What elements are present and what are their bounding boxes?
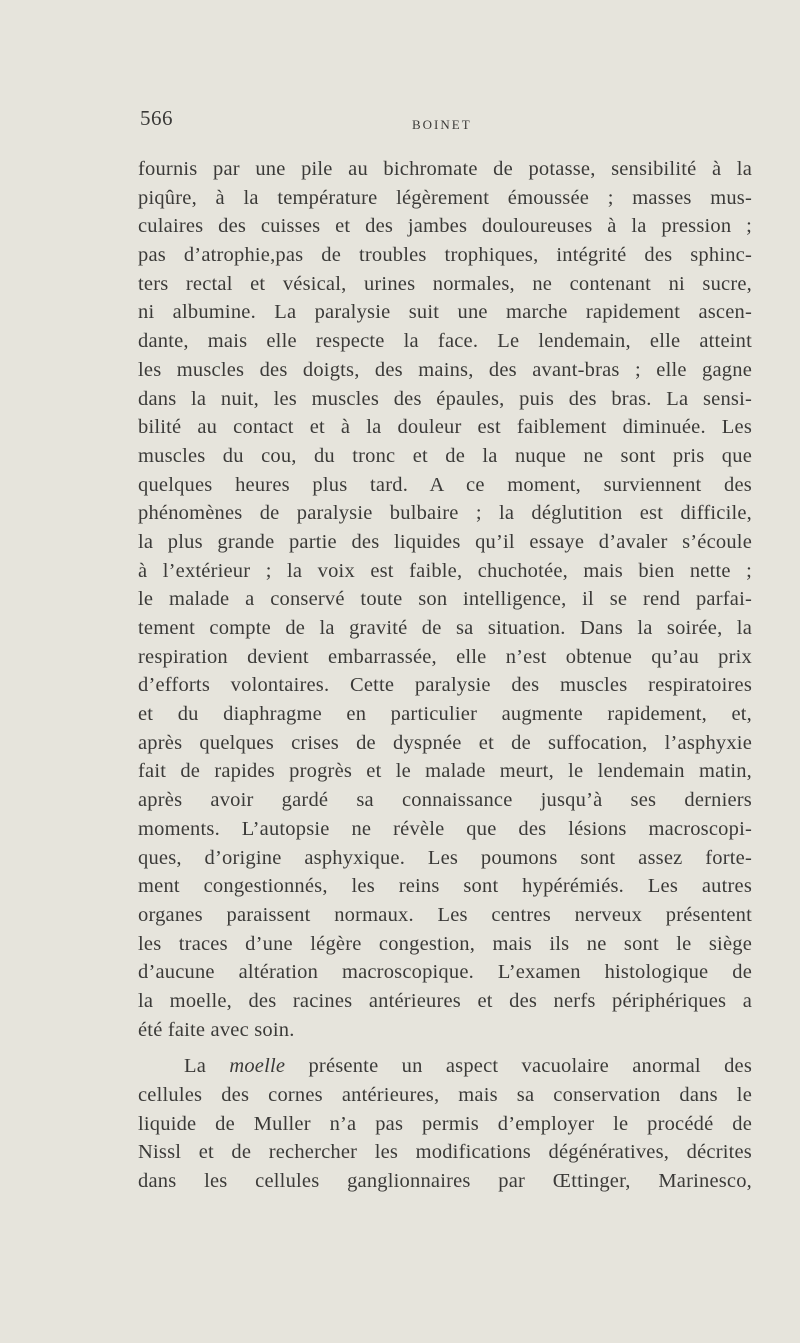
text-line: les muscles des doigts, des mains, des avant-bras ; elle gagne bbox=[138, 358, 752, 381]
italic-term: moelle bbox=[229, 1055, 286, 1078]
text-line: dante, mais elle respecte la face. Le lendemain, elle atteint bbox=[138, 330, 752, 353]
text-line: après quelques crises de dyspnée et de suffocation, l’asphyxie bbox=[138, 731, 752, 754]
text-line: liquide de Muller n’a pas permis d’employer le procédé de bbox=[138, 1112, 752, 1135]
text-line: cellules des cornes antérieures, mais sa conservation dans le bbox=[138, 1084, 752, 1106]
text-line: fournis par une pile au bichromate de potasse, sensibilité à la bbox=[138, 158, 752, 180]
text-line: tement compte de la gravité de sa situation. Dans la soirée, la bbox=[138, 617, 752, 639]
text-line: la plus grande partie des liquides qu’il essaye d’avaler s’écoule bbox=[138, 530, 752, 553]
text-line: moments. L’autopsie ne révèle que des lésions macroscopi- bbox=[138, 817, 752, 840]
lead-word: La bbox=[184, 1055, 207, 1078]
text-line: ters rectal et vésical, urines normales, ne contenant ni sucre, bbox=[138, 272, 752, 295]
text-line: le malade a conservé toute son intelligence, il se rend parfai- bbox=[138, 588, 752, 611]
text-line: les traces d’une légère congestion, mais ils ne sont le siège bbox=[138, 932, 752, 955]
text-line: fait de rapides progrès et le malade meurt, le lendemain matin, bbox=[138, 760, 752, 783]
text-line: après avoir gardé sa connaissance jusqu’à ses derniers bbox=[138, 789, 752, 812]
text-line: Nissl et de rechercher les modifications dégénératives, décrites bbox=[138, 1141, 752, 1164]
text-line: culaires des cuisses et des jambes douloureuses à la pression ; bbox=[138, 215, 752, 238]
text-line: d’efforts volontaires. Cette paralysie des muscles respiratoires bbox=[138, 674, 752, 697]
text-line: muscles du cou, du tronc et de la nuque ne sont pris que bbox=[138, 444, 752, 467]
page-number: 566 bbox=[140, 106, 173, 130]
paragraph-first-line bbox=[138, 1052, 752, 1081]
text-line: pas d’atrophie,pas de troubles trophiques, intégrité des sphinc- bbox=[138, 244, 752, 267]
text-line: dans la nuit, les muscles des épaules, puis des bras. La sensi- bbox=[138, 387, 752, 410]
text-line: quelques heures plus tard. A ce moment, surviennent des bbox=[138, 473, 752, 496]
body-text bbox=[138, 155, 752, 1196]
text-line: ment congestionnés, les reins sont hypérémiés. Les autres bbox=[138, 875, 752, 898]
text-line: respiration devient embarrassée, elle n’est obtenue qu’au prix bbox=[138, 645, 752, 668]
text-line: phénomènes de paralysie bulbaire ; la déglutition est difficile, bbox=[138, 502, 752, 525]
lead-rest: présente un aspect vacuolaire anormal des bbox=[308, 1055, 752, 1078]
text-line: et du diaphragme en particulier augmente rapidement, et, bbox=[138, 703, 752, 726]
text-line: à l’extérieur ; la voix est faible, chuchotée, mais bien nette ; bbox=[138, 559, 752, 582]
text-line: ni albumine. La paralysie suit une marche rapidement ascen- bbox=[138, 301, 752, 324]
text-line: la moelle, des racines antérieures et des nerfs périphériques a bbox=[138, 989, 752, 1012]
running-head: BOINET bbox=[412, 117, 472, 132]
text-line: organes paraissent normaux. Les centres nerveux présentent bbox=[138, 903, 752, 926]
text-line: été faite avec soin. bbox=[138, 1018, 295, 1041]
text-line: bilité au contact et à la douleur est faiblement diminuée. Les bbox=[138, 416, 752, 439]
text-line: dans les cellules ganglionnaires par Œttinger, Marinesco, bbox=[138, 1170, 752, 1193]
text-line: ques, d’origine asphyxique. Les poumons sont assez forte- bbox=[138, 846, 752, 869]
text-line: d’aucune altération macroscopique. L’examen histologique de bbox=[138, 961, 752, 984]
text-line: piqûre, à la température légèrement émoussée ; masses mus- bbox=[138, 186, 752, 209]
